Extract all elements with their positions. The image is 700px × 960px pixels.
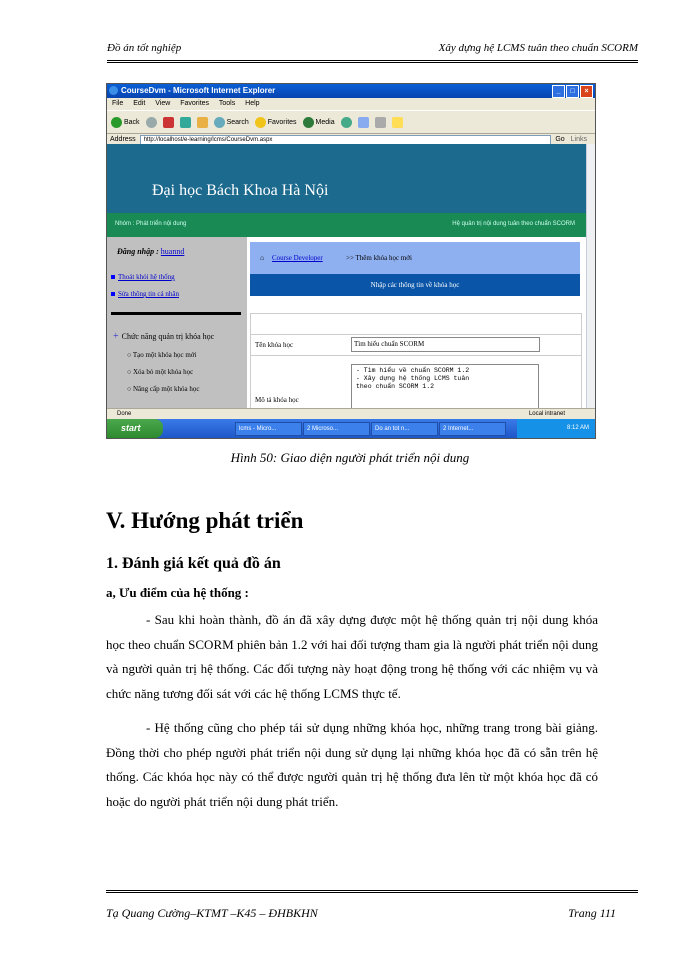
function-item[interactable]: ○ Nâng cấp một khóa học — [127, 385, 200, 393]
section-title: V. Hướng phát triển — [106, 508, 304, 533]
subsection-title: 1. Đánh giá kết quả đồ án — [106, 555, 281, 572]
bullet-square-icon — [111, 292, 115, 296]
forward-icon[interactable] — [146, 117, 157, 128]
browser-toolbar — [107, 110, 595, 134]
course-name-label: Tên khóa học — [255, 341, 294, 349]
logout-link[interactable]: Thoát khỏi hệ thống — [111, 273, 175, 281]
vertical-scrollbar[interactable] — [586, 144, 595, 409]
address-label: Address — [110, 136, 136, 143]
address-input[interactable]: http://localhost/e-learning/lcms/CourseDvm.aspx — [140, 135, 552, 146]
left-nav — [107, 237, 247, 413]
course-desc-textarea[interactable]: - Tìm hiểu về chuẩn SCORM 1.2 - Xây dựng hệ thống LCMS tuân theo chuẩn SCORM 1.2 — [351, 364, 539, 418]
breadcrumb — [250, 242, 580, 274]
media-button[interactable]: Media — [303, 117, 335, 128]
star-icon — [255, 117, 266, 128]
form-row — [251, 334, 581, 356]
menu-file[interactable]: File — [112, 100, 124, 107]
paragraph-1: - Sau khi hoàn thành, đồ án đã xây dựng được một hệ thống quản trị nội dung khóa học theo chuẩn SCORM phiên bản 1.2 với hai đối tượng tham gia là người phát triển nội dung và người quản trị hệ thống. Các đối tượng này hoạt động trong hệ thống với các nhiệm vụ và chức năng tương đối sát với các hệ thống LCMS thực tế. — [106, 612, 598, 702]
login-user-link[interactable]: huannd — [160, 247, 185, 256]
menu-help[interactable]: Help — [245, 100, 260, 107]
search-button[interactable]: Search — [214, 117, 249, 128]
nav-divider — [111, 312, 241, 315]
edit-profile-link[interactable]: Sửa thông tin cá nhân — [111, 290, 179, 298]
header-right: Xây dựng hệ LCMS tuân theo chuẩn SCORM — [438, 42, 638, 54]
greenbar-right: Hệ quản trị nội dung tuân theo chuẩn SCORM — [452, 221, 575, 227]
back-button[interactable]: Back — [111, 117, 140, 128]
menu-favorites[interactable]: Favorites — [180, 100, 210, 107]
status-done: Done — [117, 411, 132, 417]
favorites-button[interactable]: Favorites — [255, 117, 297, 128]
minimize-icon[interactable]: _ — [552, 85, 565, 98]
taskbar-item[interactable]: 2 Internet... — [439, 422, 506, 436]
window-title: CourseDvm - Microsoft Internet Explorer — [121, 86, 276, 95]
function-item[interactable]: ○ Xóa bỏ một khóa học — [127, 368, 194, 376]
stop-icon[interactable] — [163, 117, 174, 128]
go-button[interactable]: Go — [555, 136, 565, 143]
plus-icon: + — [113, 331, 119, 342]
paragraph-1-block — [106, 608, 598, 707]
media-icon — [303, 117, 314, 128]
taskbar — [107, 419, 595, 438]
taskbar-item[interactable]: lcms - Micro... — [235, 422, 302, 436]
home-icon: ⌂ — [260, 254, 265, 262]
breadcrumb-current: >> Thêm khóa học mới — [346, 254, 412, 262]
figure-caption: Hình 50: Giao diện người phát triển nội dung — [230, 450, 470, 465]
start-button[interactable]: start — [107, 419, 163, 438]
login-label: Đăng nhập : — [117, 247, 159, 256]
footer-left: Tạ Quang Cường–KTMT –K45 – ĐHBKHN — [106, 906, 318, 920]
course-form — [250, 313, 582, 416]
login-info — [117, 247, 184, 256]
content-pane — [247, 237, 587, 413]
history-icon[interactable] — [341, 117, 352, 128]
print-icon[interactable] — [375, 117, 386, 128]
subheading: a, Ưu điểm của hệ thống : — [106, 585, 249, 600]
refresh-icon[interactable] — [180, 117, 191, 128]
menu-view[interactable]: View — [155, 100, 171, 107]
site-greenbar — [107, 213, 587, 237]
close-icon[interactable]: × — [580, 85, 593, 98]
menu-bar — [107, 98, 595, 110]
taskbar-item[interactable]: Do an tot n... — [371, 422, 438, 436]
home-icon[interactable] — [197, 117, 208, 128]
search-icon — [214, 117, 225, 128]
status-zone: Local intranet — [528, 411, 565, 417]
menu-tools[interactable]: Tools — [218, 100, 236, 107]
mail-icon[interactable] — [358, 117, 369, 128]
menu-edit[interactable]: Edit — [133, 100, 146, 107]
paragraph-2-block — [106, 716, 598, 815]
taskbar-item[interactable]: 2 Microso... — [303, 422, 370, 436]
page-number: Trang 111 — [568, 906, 616, 920]
browser-screenshot — [106, 83, 596, 439]
clock: 8:12 AM — [566, 425, 589, 431]
footer-rule — [106, 890, 638, 893]
links-label[interactable]: Links — [570, 136, 587, 143]
system-tray — [517, 419, 595, 438]
paragraph-2: - Hệ thống cũng cho phép tái sử dụng những khóa học, những trang trong bài giảng. Đồng thời cho phép người phát triển nội dung sử dụng lại những khóa học đã có sẵn trên hệ thống. Các khóa học này có thể được người quản trị hệ thống đưa lên từ một khóa học đã có hoặc do người phát triển nội dung phát triển. — [106, 720, 598, 810]
function-title[interactable]: + Chức năng quản trị khóa học — [113, 331, 215, 342]
breadcrumb-link[interactable]: Course Developer — [272, 254, 323, 262]
form-header: Nhập các thông tin về khóa học — [250, 274, 580, 296]
function-item[interactable]: ○ Tạo một khóa học mới — [127, 351, 197, 359]
header-left: Đồ án tốt nghiệp — [107, 42, 182, 54]
greenbar-left: Nhóm : Phát triển nội dung — [115, 221, 187, 227]
banner-title: Đại học Bách Khoa Hà Nội — [152, 182, 329, 199]
course-name-input[interactable]: Tìm hiểu chuẩn SCORM — [351, 337, 540, 352]
course-desc-label: Mô tả khóa học — [255, 396, 299, 404]
window-titlebar — [107, 84, 595, 98]
back-arrow-icon — [111, 117, 122, 128]
ie-icon — [109, 86, 118, 95]
bullet-square-icon — [111, 275, 115, 279]
page-header — [107, 40, 638, 62]
maximize-icon[interactable]: □ — [566, 85, 579, 98]
folder-icon[interactable] — [392, 117, 403, 128]
header-rule — [107, 60, 638, 63]
